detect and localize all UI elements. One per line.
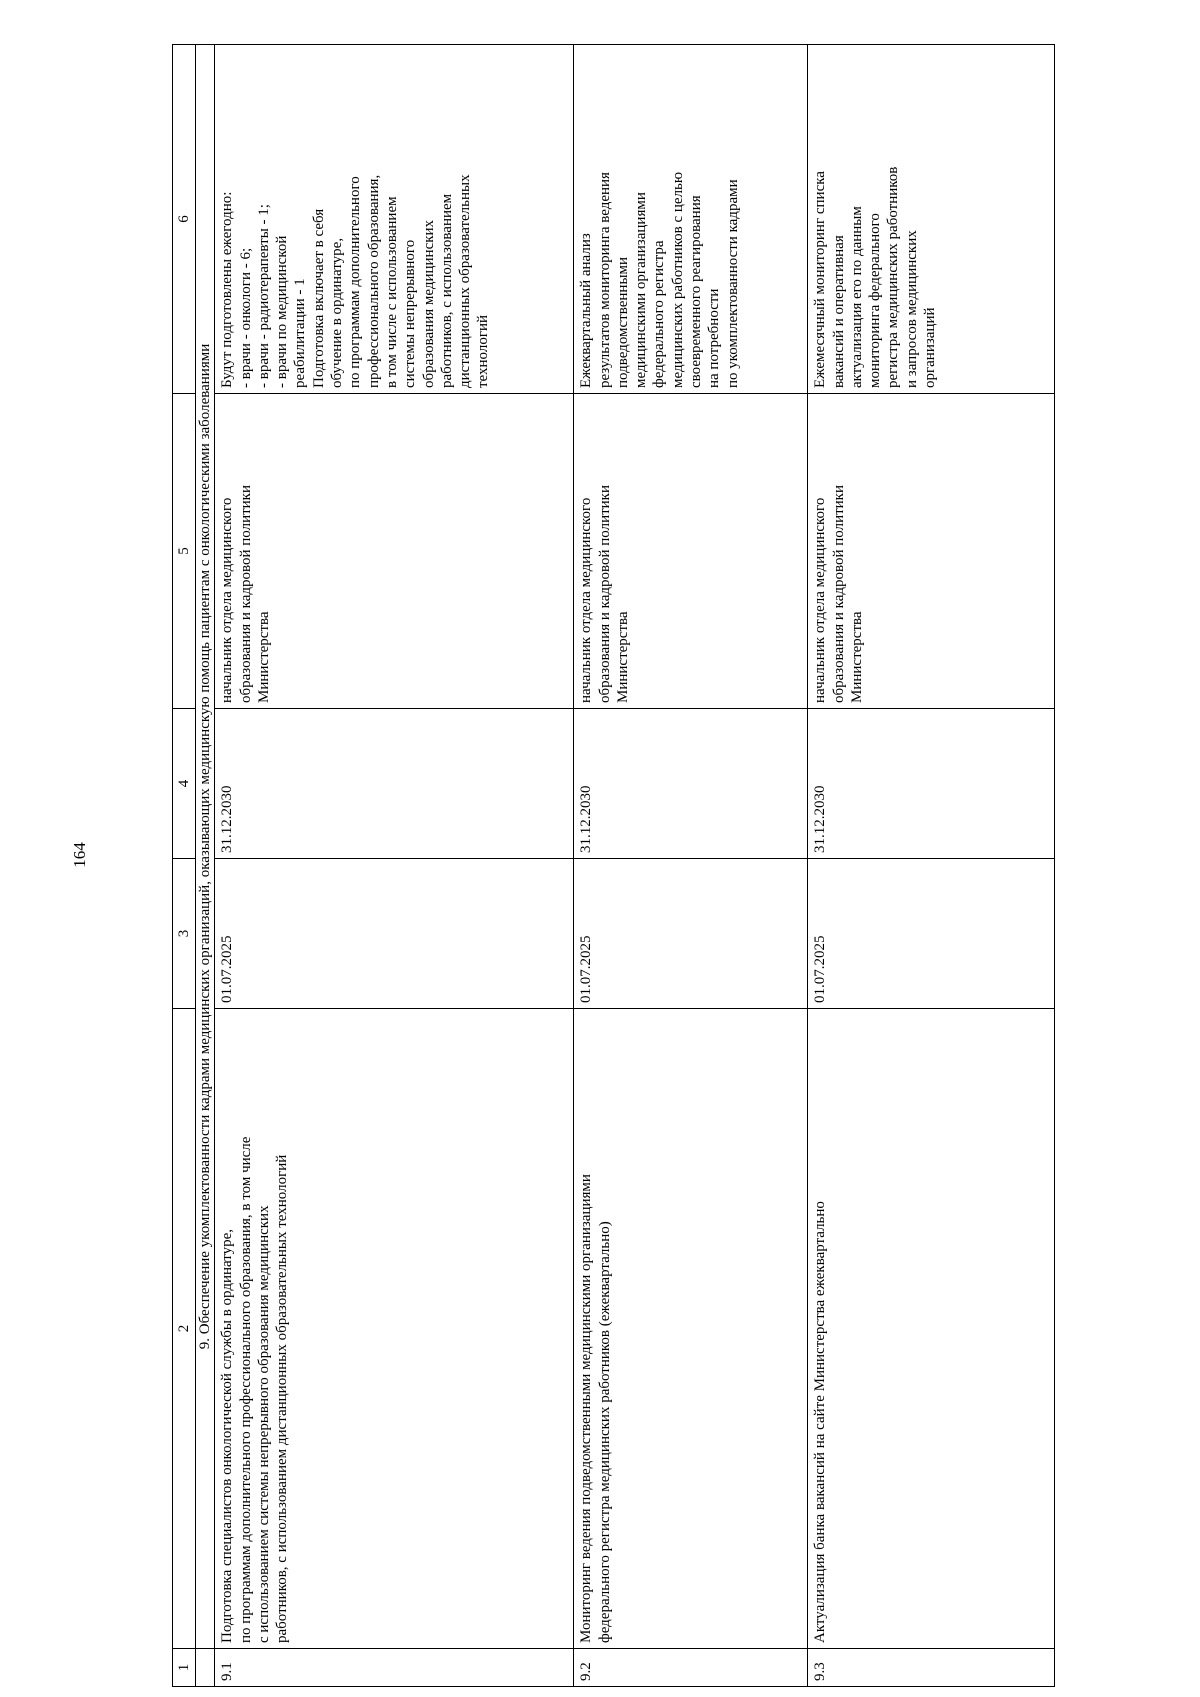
row-number: 9.2 [574,1649,808,1687]
start-date-cell: 01.07.2025 [574,859,808,1009]
column-header: 6 [173,45,196,394]
column-header: 5 [173,394,196,709]
row-number: 9.3 [808,1649,1055,1687]
result-cell: Будут подготовлены ежегодно: - врачи - онкологи - 6; - врачи - радиотерапевты - 1; - врачи по медицинской реабилитации - 1 Подготовка включает в себя обучение в ординатуре, по программам дополнительного профессионального образования, в том числе с использованием системы непрерывного образования медицинских работников, с использованием дистанционных образовательных технологий [215,45,574,394]
activity-cell: Мониторинг ведения подведомственными медицинскими организациями федерального регистра медицинских работников (ежеквартально) [574,1009,808,1649]
rotated-table [172,45,1042,1687]
column-header: 2 [173,1009,196,1649]
responsible-cell: начальник отдела медицинского образования и кадровой политики Министерства [574,394,808,709]
activity-cell: Подготовка специалистов онкологической службы в ординатуре, по программам дополнительного профессионального образования, в том числе с использованием системы непрерывного образования медицинских работников, с использованием дистанционных образовательных технологий [215,1009,574,1649]
column-header: 3 [173,859,196,1009]
end-date-cell: 31.12.2030 [574,709,808,859]
result-cell: Ежеквартальный анализ результатов мониторинга ведения подведомственными медицинскими организациями федерального регистра медицинских работников с целью своевременного реагирования на потребности по укомплектованности кадрами [574,45,808,394]
plan-table [172,44,1055,1687]
page-number: 164 [70,842,89,868]
start-date-cell: 01.07.2025 [215,859,574,1009]
section-row [196,45,215,1687]
result-cell: Ежемесячный мониторинг списка вакансий и оперативная актуализация его по данным мониторинга федерального регистра медицинских работников и запросов медицинских организаций [808,45,1055,394]
column-header: 1 [173,1649,196,1687]
table-row [215,45,574,1687]
section-title: 9. Обеспечение укомплектованности кадрами медицинских организаций, оказывающих медицинскую помощь пациентам с онкологическими заболеваниями [196,45,215,1649]
table-row [808,45,1055,1687]
header-row [173,45,196,1687]
responsible-cell: начальник отдела медицинского образования и кадровой политики Министерства [808,394,1055,709]
section-spacer [196,1649,215,1687]
row-number: 9.1 [215,1649,574,1687]
start-date-cell: 01.07.2025 [808,859,1055,1009]
table-frame [172,45,1042,1687]
end-date-cell: 31.12.2030 [215,709,574,859]
table-row [574,45,808,1687]
end-date-cell: 31.12.2030 [808,709,1055,859]
responsible-cell: начальник отдела медицинского образования и кадровой политики Министерства [215,394,574,709]
activity-cell: Актуализация банка вакансий на сайте Министерства ежеквартально [808,1009,1055,1649]
column-header: 4 [173,709,196,859]
